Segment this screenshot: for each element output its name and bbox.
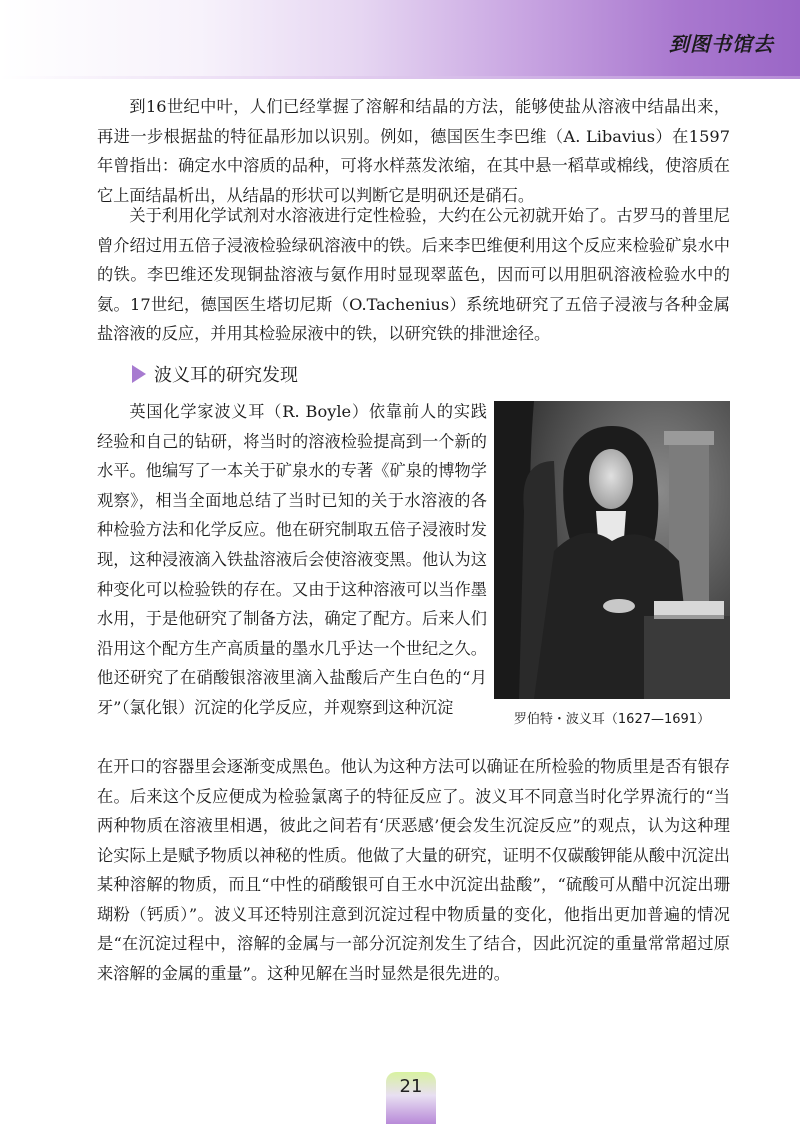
- portrait-caption: 罗伯特・波义耳（1627—1691）: [513, 712, 711, 727]
- header-divider: [0, 76, 800, 79]
- running-header-title: 到图书馆去: [669, 32, 774, 56]
- section-heading: [132, 361, 298, 387]
- section-title: 波义耳的研究发现: [154, 365, 298, 386]
- paragraph-boyle-part2: 在开口的容器里会逐渐变成黑色。他认为这种方法可以确证在所检验的物质里是否有银存在。后来这个反应便成为检验氯离子的特征反应了。波义耳不同意当时化学界流行的“当两种物质在溶液里相遇，彼此之间若有‘厌恶感’便会发生沉淀反应”的观点，认为这种理论实际上是赋予物质以神秘的性质。他做了大量的研究，证明不仅碳酸钾能从酸中沉淀出某种溶解的物质，而且“中性的硝酸银可自王水中沉淀出盐酸”，“硫酸可从醋中沉淀出珊瑚粉（钙质）”。波义耳还特别注意到沉淀过程中物质量的变化，他指出更加普遍的情况是“在沉淀过程中，溶解的金属与一部分沉淀剂发生了结合，因此沉淀的重量常常超过原来溶解的金属的重量”。这种见解在当时显然是很先进的。: [97, 757, 730, 983]
- paragraph-qualitative-tests: 关于利用化学试剂对水溶液进行定性检验，大约在公元初就开始了。古罗马的普里尼曾介绍过用五倍子浸液检验绿矾溶液中的铁。后来李巴维便利用这个反应来检验矿泉水中的铁。李巴维还发现铜盐溶液与氨作用时显现翠蓝色，因而可以用胆矾溶液检验水中的氨。17世纪，德国医生塔切尼斯（O.Tachenius）系统地研究了五倍子浸液与各种金属盐溶液的反应，并用其检验尿液中的铁，以研究铁的排泄途径。: [97, 206, 730, 343]
- triangle-right-icon: [132, 365, 146, 383]
- paragraph-libavius: 到16世纪中叶，人们已经掌握了溶解和结晶的方法，能够使盐从溶液中结晶出来，再进一步根据盐的特征晶形加以识别。例如，德国医生李巴维（A. Libavius）在1597年曾指出：确定水中溶质的品种，可将水样蒸发浓缩，在其中悬一稻草或棉线，使溶质在它上面结晶析出，从结晶的形状可以判断它是明矾还是硝石。: [97, 97, 730, 205]
- page-number: 21: [399, 1076, 423, 1097]
- paragraph-boyle-part1: 英国化学家波义耳（R. Boyle）依靠前人的实践经验和自己的钻研，将当时的溶液检验提高到一个新的水平。他编写了一本关于矿泉水的专著《矿泉的博物学观察》，相当全面地总结了当时已知的关于水溶液的各种检验方法和化学反应。他在研究制取五倍子浸液时发现，这种浸液滴入铁盐溶液后会使溶液变黑。他认为这种变化可以检验铁的存在。又由于这种溶液可以当作墨水用，于是他研究了制备方法，确定了配方。后来人们沿用这个配方生产高质量的墨水几乎达一个世纪之久。他还研究了在硝酸银溶液里滴入盐酸后产生白色的“月牙”（氯化银）沉淀的化学反应，并观察到这种沉淀: [97, 402, 487, 717]
- portrait-illustration: [494, 401, 730, 699]
- boyle-portrait-image: [494, 401, 730, 699]
